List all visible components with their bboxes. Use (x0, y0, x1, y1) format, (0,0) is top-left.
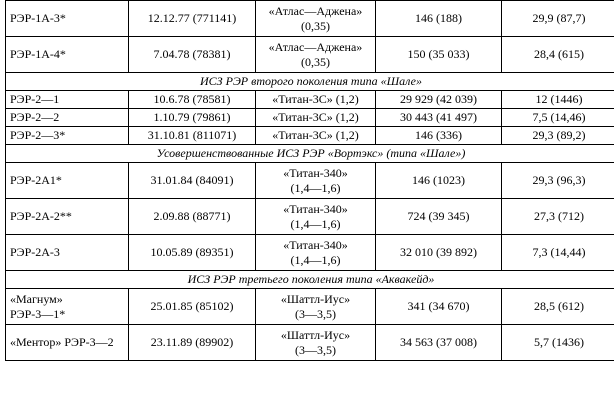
cell-c4: 341 (34 670) (376, 289, 502, 325)
cell-line: «Титан-3С» (1,2) (272, 92, 359, 106)
cell-line: (0,35) (301, 18, 330, 33)
cell-c4: 150 (35 033) (376, 37, 502, 73)
satellite-table (5, 0, 614, 361)
cell-line: «Титан-340» (283, 201, 348, 216)
cell-c4: 724 (39 345) (376, 199, 502, 235)
cell-c1: РЭР-2—2 (6, 109, 129, 127)
cell-c5: 5,7 (1436) (502, 325, 614, 361)
table-body (6, 1, 614, 361)
cell-c5: 12 (1446) (502, 91, 614, 109)
table-row (6, 163, 614, 199)
cell-line: «Титан-3С» (1,2) (272, 110, 359, 124)
cell-c3 (256, 109, 376, 127)
cell-c3 (256, 325, 376, 361)
section-heading-row (6, 271, 614, 289)
cell-c2: 25.01.85 (85102) (129, 289, 256, 325)
cell-c5: 7,3 (14,44) (502, 235, 614, 271)
cell-c2: 31.10.81 (811071) (129, 127, 256, 145)
cell-line: (1,4—1,6) (290, 216, 341, 231)
cell-c2: 7.04.78 (78381) (129, 37, 256, 73)
cell-c3 (256, 235, 376, 271)
section-heading: Усовершенствованные ИСЗ РЭР «Вортэкс» (типа «Шале») (6, 145, 614, 163)
cell-c2: 10.05.89 (89351) (129, 235, 256, 271)
cell-c1: РЭР-1А-3* (6, 1, 129, 37)
cell-c5: 28,4 (615) (502, 37, 614, 73)
cell-c5: 29,9 (87,7) (502, 1, 614, 37)
cell-line: «Магнум» (10, 291, 63, 306)
cell-c4: 32 010 (39 892) (376, 235, 502, 271)
section-heading-row (6, 145, 614, 163)
cell-line: «Атлас—Аджена» (268, 3, 363, 18)
cell-line: «Атлас—Аджена» (268, 39, 363, 54)
cell-c5: 28,5 (612) (502, 289, 614, 325)
cell-line: «Шаттл-Иус» (280, 291, 351, 306)
cell-c1: РЭР-2—3* (6, 127, 129, 145)
table-row (6, 199, 614, 235)
table-row (6, 37, 614, 73)
cell-c2: 31.01.84 (84091) (129, 163, 256, 199)
cell-line: «Титан-340» (283, 237, 348, 252)
cell-line: (3—3,5) (295, 342, 336, 357)
cell-c4: 29 929 (42 039) (376, 91, 502, 109)
table-row (6, 235, 614, 271)
cell-line: «Ментор» РЭР-3—2 (10, 335, 114, 349)
cell-c2: 2.09.88 (88771) (129, 199, 256, 235)
cell-c3 (256, 199, 376, 235)
cell-c3 (256, 163, 376, 199)
cell-c5: 29,3 (89,2) (502, 127, 614, 145)
cell-c4: 30 443 (41 497) (376, 109, 502, 127)
cell-c2: 12.12.77 (771141) (129, 1, 256, 37)
cell-c1 (6, 325, 129, 361)
cell-line: «Шаттл-Иус» (280, 327, 351, 342)
table-row (6, 325, 614, 361)
table-row (6, 109, 614, 127)
cell-c2: 10.6.78 (78581) (129, 91, 256, 109)
cell-line: «Титан-340» (283, 165, 348, 180)
cell-c4: 146 (1023) (376, 163, 502, 199)
cell-c4: 34 563 (37 008) (376, 325, 502, 361)
cell-line: (1,4—1,6) (290, 252, 341, 267)
cell-c5: 7,5 (14,46) (502, 109, 614, 127)
cell-c1: РЭР-2А-2** (6, 199, 129, 235)
cell-c4: 146 (336) (376, 127, 502, 145)
cell-c3 (256, 37, 376, 73)
cell-line: РЭР-3—1* (10, 306, 66, 321)
cell-c2: 1.10.79 (79861) (129, 109, 256, 127)
cell-c3 (256, 1, 376, 37)
cell-c5: 27,3 (712) (502, 199, 614, 235)
table-row (6, 289, 614, 325)
cell-c4: 146 (188) (376, 1, 502, 37)
table-row (6, 127, 614, 145)
cell-c3 (256, 289, 376, 325)
cell-line: (1,4—1,6) (290, 180, 341, 195)
cell-line: (3—3,5) (295, 306, 336, 321)
section-heading: ИСЗ РЭР второго поколения типа «Шале» (6, 73, 614, 91)
cell-c1: РЭР-2—1 (6, 91, 129, 109)
table-row (6, 1, 614, 37)
cell-c1: РЭР-2А1* (6, 163, 129, 199)
cell-c1 (6, 289, 129, 325)
cell-line: «Титан-3С» (1,2) (272, 128, 359, 142)
cell-c3 (256, 127, 376, 145)
section-heading: ИСЗ РЭР третьего поколения типа «Аквакейд» (6, 271, 614, 289)
table-row (6, 91, 614, 109)
cell-c1: РЭР-2А-3 (6, 235, 129, 271)
cell-c2: 23.11.89 (89902) (129, 325, 256, 361)
section-heading-row (6, 73, 614, 91)
cell-c1: РЭР-1А-4* (6, 37, 129, 73)
cell-line: (0,35) (301, 54, 330, 69)
cell-c5: 29,3 (96,3) (502, 163, 614, 199)
cell-c3 (256, 91, 376, 109)
